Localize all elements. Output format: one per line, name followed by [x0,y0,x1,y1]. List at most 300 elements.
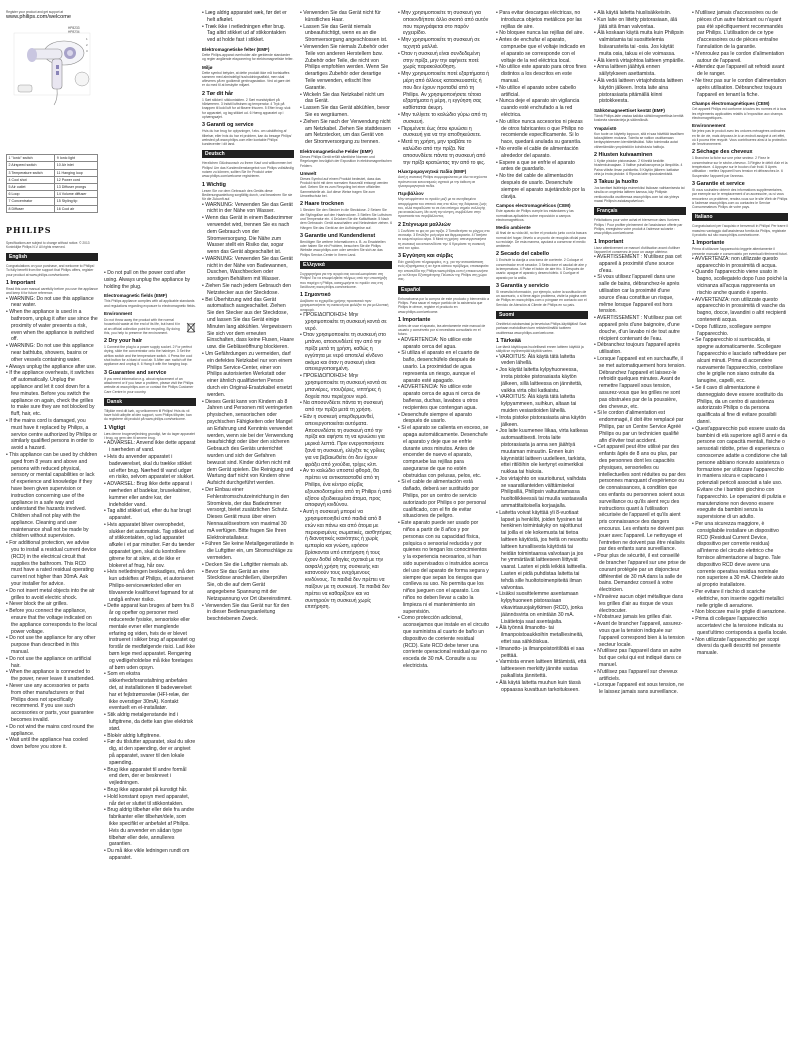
list-item-text: Führen Sie keine Metallgegenstände in die Luftgitter ein, um Stromschläge zu vermeiden. [205,541,294,561]
list-item-text: Dopo l'utilizzo, scollegare sempre l'apparecchio. [695,323,771,337]
list-item: • Dette apparat kan bruges af børn fra 8 år og opefter og personer med reducerede fysiske, sensoriske eller mentale evner eller manglende erfaring og viden, hvis de er blevet instrueret i sikker brug af apparatet og forstår de medfølgende risici. Lad ikke børn lege med apparatet. Rengøring og vedligeholdelse må ikke foretages af børn uden opsyn. [104,603,196,671]
environment-text: Do not throw away the product with the normal household waste at the end of its life, but hand it in at an official collection point for recycling. By doing this, you help to preserve the environment. [104,317,181,335]
list-item: • Αυτή η συσκευή μπορεί να χρησιμοποιηθεί από παιδιά από 8 ετών και πάνω και από άτομα με περιορισμένες σωματικές, αισθητήριες ή διανοητικές ικανότητες ή χωρίς εμπειρία και γνώση, εφόσον βρίσκονται υπό επιτήρηση ή τους έχουν δοθεί οδηγίες σχετικά με την ασφαλή χρήση της συσκευής και κατανοούν τους ενεχόμενους κινδύνους. Τα παιδιά δεν πρέπει να παίζουν με τη συσκευή. Τα παιδιά δεν πρέπει να καθαρίζουν και να συντηρούν τη συσκευή χωρίς επιτήρηση. [300,509,392,611]
list-item: • For additional protection, we advise you to install a residual current device (RCD) in the electrical circuit that supplies the bathroom. This RCD must have a rated residual operating current not higher than 30mA. Ask your installer for advice. [6,540,97,588]
list-item: • Hold konstant opsyn med apparatet, når det er sluttet til stikkontakten. [104,793,190,807]
suomi-section-important: 1 Tärkeää [496,337,521,344]
list-item-text: Never block the air grilles. [9,601,68,608]
important-note: Read this user manual carefully before you use the appliance and keep it for future reference. [6,287,98,296]
list-item: • No utilice este aparato para otros fines distintos a los descritos en este manual. [496,64,587,84]
list-item: • Jos laite kuumenee liikaa, virta katkeaa automaattisesti. Irrota laite pistorasiasta ja anna sen jäähtyä muutaman minuutin. Ennen kuin käynnistät laitteen uudelleen, tarkista, ettei ritilöihin ole kertynyt esimerkiksi nukkaa tai hiuksia. [496,428,588,476]
list-item-text: Ne tirez pas sur le cordon d'alimentation après utilisation. Débranchez toujours l'appareil en tenant la fiche. [695,77,786,98]
list-item-text: Αν το καλώδιο υποστεί φθορά, θα πρέπει να αντικατασταθεί από τη Philips, ένα κέντρο σέρβις εξουσιοδοτημένο από τη Philips ή από εξίσου εξειδικευμένα άτομα, προς αποφυγή κινδύνου. [302,468,392,509]
list-item-text: Per evitare il rischio di scariche elettriche, non inserire oggetti metallici nelle griglie di aerazione. [695,588,784,609]
parts-table-cell: 4 Cool shot [7,176,55,183]
list-item: • Älä koskaan käytä muita kuin Philipsin valmistamia tai suosittelemia lisävarusteita tai -osia. Jos käytät muita osia, takuu ei ole voimassa. [594,30,684,57]
environment-title-el: Περιβάλλον [398,191,424,197]
list-item-text: Espere a que se enfríe el aparato antes de guardarlo. [499,159,575,173]
list-item-text: Μην χρησιμοποιείτε τη συσκευή σε τεχνητά μαλλιά. [401,37,480,50]
parts-table-row [7,198,98,205]
dansk-section-important: 1 Vigtigt [104,424,126,431]
list-item: • VAROITUS: Älä käytä tätä laitetta veden lähellä. [496,353,575,367]
section-important: 1 Important [6,280,36,286]
list-item-text: Ziehen Sie nach der Verwendung nicht am Netzkabel. Ziehen Sie stattdessen am Netzstecker, um das Gerät von der Stromversorgung zu trennen. [303,118,391,146]
list-item: • Før du tilslutter apparatet, skal du sikre dig, at den spænding, der er angivet på apparatet, svarer til den lokale spænding. [104,739,196,766]
list-item-text: Nunca deje el aparato sin vigilancia cuando esté enchufado a la red eléctrica. [499,98,580,118]
deutsch-note: Lesen Sie vor dem Gebrauch des Geräts diese Bedienungsanleitung sorgfältig durch, und bewahren Sie sie für die Zukunft auf. [202,188,293,202]
list-item-text: Älä käytä laitetta hiuslisäkkeisiin. [597,10,672,16]
list-item-text: Pour plus de sécurité, il est conseillé de brancher l'appareil sur une prise de courant protégée par un disjoncteur différentiel de 30 mA dans la salle de bains. Demandez conseil à votre électricien. [597,553,686,594]
list-item: • Prima di collegare l'apparecchio accertatevi che la tensione indicata su quest'ultimo corrisponda a quella locale. [692,616,788,636]
list-item-text: Do not use the appliance on artificial hair. [9,655,92,669]
parts-table-cell: 11 Hanging loop [55,169,98,176]
svg-text:PHILIPS: PHILIPS [6,225,52,234]
parts-table-cell: 16 Cool air [55,205,98,212]
list-item: • Älä käytä laitetta muuhun kuin tässä oppaassa kuvattuun tarkoitukseen. [496,679,581,693]
dry-hair-steps-fi: 1 Kytke pistoke pistorasiaan. 2 Kiinnitä keskitin hiustenkuivaajaan. 3 Valitse puhallusnopeus ja lämpötila. 4 Paina viileän ilman painiketta. 5 Käytön jälkeen: katkaise virta ja irrota pistoke. 6 Ripusta laite ripustuslenkistä. [594,158,683,176]
list-item-text: No utilice nunca accesorios ni piezas de otros fabricantes o que Philips no recomiende específicamente. Si lo hace, quedará anulada su garantía. [499,118,584,146]
guarantee-text-es: Si necesita información, por ejemplo, sobre la sustitución de un accesorio, o si tiene algún problema, visite la página web de Philips en www.philips.com o póngase en contacto con el Servicio de Atención al Cliente de Philips en su país. [496,289,587,307]
section-guarantee-fr: 3 Garantie et service [692,180,745,187]
italiano-warnings-list [692,256,788,657]
list-item: • Der Einbau einer Fehlerstromschutzeinrichtung in den Stromkreis, der das Badezimmer versorgt, bietet zusätzlichen Schutz. Dieses Gerät muss über einen Nennauslösestrom von maximal 30 mA verfügen. Bitte fragen Sie Ihren Elektroinstallateur. [202,486,290,541]
parts-table-row [7,162,98,169]
list-item-text: Μετά τη χρήση, μην τραβάτε το καλώδιο από την πρίζα. Να αποσυνδέετε πάντα τη συσκευή από την πρίζα κρατώντας την από το φις. [401,139,486,166]
list-item: • Wait until the appliance has cooled down before you store it. [6,737,88,751]
list-item: • Laitetta voivat käyttää yli 8-vuotiaat lapset ja henkilöt, joiden fyysinen tai henkinen toimintakyky on rajoittunut tai joilla ei ole kokemusta tai tietoa laitteen käytöstä, jos heitä on neuvottu laitteen turvallisesta käytöstä tai heidän toimintaansa valvotaan ja jos he ymmärtävät laitteeseen liittyvät vaarat. Lasten ei pidä leikkiä laitteella. Lasten ei pidä puhdistaa laitetta tai tehdä sille huoltotoimenpiteitä ilman valvontaa. [496,509,588,591]
list-item: • Do not wind the mains cord round the appliance. [6,723,94,737]
list-item: • Περιμένετε έως ότου κρυώσει η συσκευή για να την αποθηκεύσετε. [398,125,482,139]
environment-title-da: Miljø [202,64,213,70]
list-item: • Always unplug the appliance after use. [6,363,97,370]
list-item-text: Antes de enchufar el aparato, compruebe que el voltaje indicado en el aparato se corresponde con el voltaje de la red eléctrica local. [498,37,586,64]
list-item: • N'insérez aucun objet métallique dans les grilles d'air au risque de vous électrocuter. [594,593,684,614]
list-item-text: N'insérez aucun objet métallique dans les grilles d'air au risque de vous électrocuter. [597,593,684,614]
list-item-text: Débranchez toujours l'appareil après utilisation. [597,342,681,356]
list-item: • ADVERTENCIA: No utilice este aparato cerca de agua ni cerca de bañeras, duchas, lavabos u otros recipientes que contengan agua. [398,384,481,411]
list-item: • Όταν χρησιμοποιείτε τη συσκευή στο μπάνιο, αποσυνδέετέ την από την πρίζα μετά τη χρήση, καθώς η εγγύτητα με νερό αποτελεί κίνδυνο ακόμα και όταν η συσκευή είναι απενεργοποιημένη. [300,332,386,373]
language-header-suomi: Suomi [496,311,588,319]
dry-hair-steps-de: 1 Stecken Sie den Stecker in die Steckdose. 2 Setzen Sie die Stylingdüse auf den Haartrockner. 3 Stellen Sie Luftstrom und Temperatur ein. 4 Drücken Sie die Kaltlufttaste. 5 Nach dem Gebrauch: Gerät ausschalten und Netzstecker ziehen. 6 Hängen Sie das Gerät an der Aufhängeöse auf. [300,208,392,230]
list-item: • Irrota pistoke pistorasiasta aina käytön jälkeen. [496,414,587,428]
list-item: • Lassen Sie das Gerät niemals unbeaufsichtigt, wenn es an die Stromversorgung angeschlossen ist. [300,23,388,44]
svg-text:3: 3 [86,49,88,54]
list-item: • Antes de enchufar el aparato, compruebe que el voltaje indicado en el aparato se corresponde con el voltaje de la red eléctrica local. [496,37,586,64]
list-item: • Lassen Sie das Gerät abkühlen, bevor Sie es wegräumen. [300,105,390,118]
section-dry-hair-de: 2 Haare trocknen [300,201,344,208]
francais-section-important: 1 Important [594,238,624,245]
list-item: • This appliance can be used by children aged from 8 years and above and persons with reduced physical, sensory or mental capabilities or lack of experience and knowledge if they have been given supervision or instruction concerning use of the appliance in a safe way and understand the hazards involved. Children shall not play with the appliance. Cleaning and user maintenance shall not be made by children without supervision. [6,451,98,540]
list-item-text: Se l'apparecchio si surriscalda, si spegne automaticamente. Scollegare l'apparecchio e lasciarlo raffreddare per alcuni minuti. Prima di accendere nuovamente l'apparecchio, controllare che le griglie non siano ostruite da lanugine, capelli, ecc. [695,337,787,385]
list-item-text: Stik aldrig metalgenstande ind i luftgitrene, da dette kan give elektrisk stød. [107,712,194,732]
list-item-text: Decken Sie die Luftgitter niemals ab. [205,561,289,568]
list-item-text: Som en ekstra sikkerhedsforanstaltning anbefales det, at installationen til badeværelset har et fejlstrømsrelæ (HFI-relæ, der ikke overstiger 30mA). Kontakt eventuelt en el-installatør. [107,671,192,712]
list-item: • ADVARSEL: Anvend ikke dette apparat i nærheden af vand. [104,440,196,454]
list-item-text: Όταν η συσκευή είναι συνδεδεμένη στην πρίζα, μην την αφήνετε ποτέ χωρίς παρακολούθηση. [401,50,480,71]
list-item: • Læg aldrig apparatet væk, før det er helt afkølet. [202,10,287,23]
list-item-text: Do not insert metal objects into the air grilles to avoid electric shock. [9,587,95,601]
parts-table [6,154,98,213]
parts-table-cell: 14 Volume diffuser [55,191,98,198]
column-spanish-suomi [496,10,588,1029]
list-item-text: Lassen Sie das Gerät abkühlen, bevor Sie es wegräumen. [303,105,390,118]
italiano-intro: Congratulazioni per l'acquisto e benvenuti in Philips! Per trarre il massimo vantaggio dall'assistenza fornita da Philips, registrate il prodotto sul sito www.philips.com/welcome. [692,224,788,237]
list-item-text: Wait until the appliance has cooled down before you store it. [9,737,88,751]
section-guarantee-el: 3 Εγγύηση και σέρβις [398,253,454,260]
environment-text-es: Al final de su vida útil, no tire el producto junto con la basura normal del hogar; llévelo a un punto de recogida oficial para su reciclaje. De esta manera, ayudará a conservar el medio ambiente. [496,231,587,249]
list-item-text: Όταν χρησιμοποιείτε τη συσκευή στο μπάνιο, αποσυνδέετέ την από την πρίζα μετά τη χρήση, καθώς η εγγύτητα με νερό αποτελεί κίνδυνο ακόμα και όταν η συσκευή είναι απενεργοποιημένη. [303,332,386,373]
list-item: • Para evitar descargas eléctricas, no introduzca objetos metálicos por las rejillas de aire. [496,10,582,30]
greek-bullets-cont [398,10,490,166]
list-item: • Do not insert metal objects into the air grilles to avoid electric shock. [6,587,95,601]
list-item: • Tag altid stikket ud, efter du har brugt apparatet. [104,508,191,522]
list-item: • Αν το καλώδιο υποστεί φθορά, θα πρέπει να αντικατασταθεί από τη Philips, ένα κέντρο σέρβις εξουσιοδοτημένο από τη Philips ή από εξίσου εξειδικευμένα άτομα, προς αποφυγή κινδύνου. [300,468,392,509]
list-item: • Cet appareil peut être utilisé par des enfants âgés de 8 ans ou plus, par des personnes dont les capacités physiques, sensorielles ou intellectuelles sont réduites ou par des personnes manquant d'expérience ou de connaissances, à condition que ces enfants ou personnes soient sous surveillance ou qu'ils aient reçu des instructions quant à l'utilisation sécurisée de l'appareil et qu'ils aient pris connaissance des dangers encourus. Les enfants ne doivent pas jouer avec l'appareil. Le nettoyage et l'entretien ne doivent pas être réalisés par des enfants sans surveillance. [594,444,686,553]
environment-title-es: Medio ambiente [496,225,531,231]
environment-text-fi: Kun tuote on käytetty loppuun, sitä ei saa hävittää tavallisen talousjätteen mukana. Toimita se valtion osoittamaan keräyspisteeseen kierrätettäväksi. Näin toimimalla autat vähentämään ympäristöön kohdistuvia haittoja. [594,131,684,149]
environment-title: Environment [104,310,133,316]
list-item: • Débranchez toujours l'appareil après utilisation. [594,342,681,356]
list-item-text: If the appliance overheats, it switches off automatically. Unplug the appliance and let it cool down for a few minutes. Before you switch the appliance on again, check the grilles to make sure they are not blocked by fluff, hair, etc. [9,370,95,418]
list-item: • Per evitare il rischio di scariche elettriche, non inserire oggetti metallici nelle griglie di aerazione. [692,588,784,609]
list-item-text: Um Gefährdungen zu vermeiden, darf ein defektes Netzkabel nur von einem Philips Service-Center, einer von Philips autorisierten Werkstatt oder einer ähnlich qualifizierten Person durch ein Original-Ersatzkabel ersetzt werden. [205,351,293,398]
deutsch-intro: Herzlichen Glückwunsch zu Ihrem Kauf und willkommen bei Philips! Um das Kundendienstangebot von Philips vollständig nutzen zu können, sollten Sie Ihr Produkt unter www.philips.com/welcome registrieren. [202,161,294,179]
list-item-text: Hvis netledningen beskadiges, må den kun udskiftes af Philips, et autoriseret Philips-serviceværksted eller en tilsvarende kvalificeret fagmand for at undgå enhver risiko. [107,569,195,603]
dry-hair-steps-es: 1 Enchufe la clavija a una toma de corriente. 2 Coloque el concentrador en el secador. 3 Seleccione el caudal de aire y la temperatura. 4 Pulse el botón de aire frío. 5 Después de usarlo: apague el aparato y desenchúfelo. 6 Cuelgue el aparato por la anilla. [496,258,587,280]
list-item: • No utilice nunca accesorios ni piezas de otros fabricantes o que Philips no recomiende específicamente. Si lo hace, quedará anulada su garantía. [496,118,584,146]
list-item-text: N'obstruez jamais les grilles d'air. [597,614,673,621]
list-item: • Quest'apparecchio può essere usato da bambini di età superiore agli 8 anni e da persone con capacità mentali, fisiche o sensoriali ridotte, prive di esperienza o conoscenze adatte a condizione che tali persone abbiano ricevuto assistenza o formazione per utilizzare l'apparecchio in maniera sicura e capiscano i potenziali pericoli associati a tale uso. Evitare che i bambini giochino con l'apparecchio. Le operazioni di pulizia e manutenzione non devono essere eseguite da bambini senza la supervisione di un adulto. [692,425,788,521]
list-item-text: Wenn das Gerät in einem Badezimmer verwendet wird, trennen Sie es nach dem Gebrauch von der Stromversorgung. Die Nähe zum Wasser stellt ein Risiko dar, sogar wenn das Gerät abgeschaltet ist. [205,215,293,256]
emf-text-es: Este aparato de Philips cumple los estándares y las normativas aplicables sobre exposición a campos electromagnéticos. [496,209,574,222]
espanol-warnings-list [398,337,490,670]
list-item: • Μην τυλίγετε το καλώδιο γύρω από τη συσκευή. [398,111,487,125]
list-item-text: WARNUNG: Verwenden Sie das Gerät nicht in der Nähe von Wasser. [205,201,293,215]
column-dansk-deutsch [202,10,294,1029]
list-item-text: Wickeln Sie das Netzkabel nicht um das Gerät. [303,91,385,105]
section-guarantee-es: 3 Garantía y servicio [496,282,549,289]
section-dry-hair: 2 Dry your hair [104,338,143,345]
list-item: • Before you connect the appliance, ensure that the voltage indicated on the appliance corresponds to the local power voltage. [6,608,97,635]
list-item-text: Älä käytä laitetta muuhun kuin tässä oppaassa kuvattuun tarkoitukseen. [499,679,581,693]
emf-text-fr: Cet appareil Philips est conforme à toutes les normes et à tous les règlements applicables relatifs à l'exposition aux champs électromagnétiques. [692,107,787,120]
list-item: • N'enroulez pas le cordon d'alimentation autour de l'appareil. [692,50,785,64]
specs-note: Specifications are subject to change without notice. © 2013 Koninklijke Philips N.V. All rights reserved. [6,240,90,249]
parts-table-row [7,155,98,162]
list-item-text: Irrota pistoke pistorasiasta aina käytön jälkeen. [499,414,587,428]
list-item-text: Να αποσυνδέετε πάντα τη συσκευή από την πρίζα μετά τη χρήση. [303,400,384,414]
philips-logo [6,226,66,234]
list-item: • No bloquee nunca las rejillas del aire. [496,30,584,37]
suomi-bullets-cont [594,10,686,105]
italiano-section-important: 1 Importante [692,240,725,247]
list-item: • AVERTISSEMENT : N'utilisez pas cet appareil près d'une baignoire, d'une douche, d'un lavabo ni de tout autre récipient contenant de l'eau. [594,315,682,342]
list-item-text: Blokér aldrig luftgitrene. [107,732,161,739]
list-item: • Μην χρησιμοποιείτε τη συσκευή για οποιονδήποτε άλλο σκοπό από αυτόν που περιγράφεται στο παρόν εγχειρίδιο. [398,10,489,37]
list-item: • Dieses Gerät kann von Kindern ab 8 Jahren und Personen mit verringerten physischen, sensorischen oder psychischen Fähigkeiten oder Mangel an Erfahrung und Kenntnis verwendet werden, wenn sie bei der Verwendung beaufsichtigt oder über den sicheren Gebrauch des Geräts unterrichtet wurden und sich der Gefahren bewusst sind. Kinder dürfen nicht mit dem Gerät spielen. Die Reinigung und Wartung darf nicht von Kindern ohne Aufsicht durchgeführt werden. [202,398,294,487]
francais-note: Lisez attentivement ce manuel d'utilisation avant d'utiliser l'appareil et conservez-le pour un usage ultérieur. [594,245,680,254]
list-item-text: Quando l'apparecchio viene usato in bagno, scollegatelo dopo l'uso poiché la vicinanza all'acqua rappresenta un rischio anche quando è spento. [695,269,788,296]
parts-table-row [7,176,98,183]
list-item: • Lisäksi suosittelemme asentamaan kylpyhuoneen pistorasiaan vikavirtasuojakytkimen (RCD), jonka jäännösvirta on enintään 30 mA. Lisätietoja saat asentajalta. [496,591,583,625]
emf-text-da: Dette Philips-apparat overholder alle gældende standarder og regler angående eksponering for elektromagnetiske felter. [202,52,294,62]
espanol-bullets-cont [496,10,588,200]
list-item-text: Bevor Sie das Gerät an eine Steckdose anschließen, überprüfen Sie, ob die auf dem Gerät angegebene Spannung mit der Netzspannung vor Ort übereinstimmt. [205,568,292,602]
list-item: • Quando l'apparecchio viene usato in bagno, scollegatelo dopo l'uso poiché la vicinanza all'acqua rappresenta un rischio anche quando è spento. [692,269,788,296]
dansk-note: Læs denne brugervejledning grundigt, før du tager apparatet i brug, og gem den til senere brug. [104,431,195,441]
list-item-text: VAROITUS: Älä käytä tätä laitetta kylpyammeen, suihkun, altaan tai muiden vesiastioiden lähellä. [499,394,577,414]
column-francais-italiano [692,10,788,1029]
list-item: • Decken Sie die Luftgitter niemals ab. [202,561,289,568]
column-english [6,10,98,1029]
list-item: • WARNUNG: Verwenden Sie das Gerät nicht in der Nähe von Wasser. [202,201,293,215]
list-item-text: Verwenden Sie niemals Zubehör oder Teile von anderen Herstellern bzw. Zubehör oder Teile, die nicht von Philips empfohlen werden. Wenn Sie derartiges Zubehör oder derartige Teile verwenden, erlischt Ihre Garantie. [303,43,389,91]
list-item: • Si utiliza el aparato en el cuarto de baño, desenchúfelo después de usarlo. La proximidad de agua representa un riesgo, aunque el aparato esté apagado. [398,350,480,384]
dansk-bullets-cont [202,10,294,44]
list-item-text: Αυτή η συσκευή μπορεί να χρησιμοποιηθεί από παιδιά από 8 ετών και πάνω και από άτομα με περιορισμένες σωματικές, αισθητήριες ή διανοητικές ικανότητες ή χωρίς εμπειρία και γνώση, εφόσον βρίσκονται υπό επιτήρηση ή τους έχουν δοθεί οδηγίες σχετικά με την ασφαλή χρήση της συσκευής και κατανοούν τους ενεχόμενους κινδύνους. Τα παιδιά δεν πρέπει να παίζουν με τη συσκευή. Τα παιδιά δεν πρέπει να καθαρίζουν και να συντηρούν τη συσκευή χωρίς επιτήρηση. [302,509,392,611]
language-header-francais: Français [594,207,686,215]
parts-table-cell: 2 Airspeed switch [7,162,55,169]
list-item: • No utilice el aparato sobre cabello artificial. [496,84,576,98]
list-item: • Si le cordon d'alimentation est endommagé, il doit être remplacé par Philips, par un Centre Service Agréé Philips ou par un technicien qualifié afin d'éviter tout accident. [594,410,684,444]
list-item-text: Cet appareil peut être utilisé par des enfants âgés de 8 ans ou plus, par des personnes dont les capacités physiques, sensorielles ou intellectuelles sont réduites ou par des personnes manquant d'expérience ou de connaissances, à condition que ces enfants ou personnes soient sous surveillance ou qu'ils aient reçu des instructions quant à l'utilisation sécurisée de l'appareil et qu'ils aient pris connaissance des dangers encourus. Les enfants ne doivent pas jouer avec l'appareil. Le nettoyage et l'entretien ne doivent pas être réalisés par des enfants sans surveillance. [597,444,686,553]
list-item: • Do not use the appliance for any other purpose than described in this manual. [6,635,96,656]
section-dry-hair-fi: 2 Hiusten kuivaaminen [594,151,653,158]
list-item: • Jos käytät laitetta kylpyhuoneessa, irrota pistoke pistorasiasta käytön jälkeen, sillä laitteessa on jännitettä, vaikka virta olisi katkaistu. [496,367,583,394]
guarantee-text-el: Εάν χρειάζεστε πληροφορίες, π.χ. για την αντικατάσταση ενός εξαρτήματος ή αν έχετε κάποιο πρόβλημα, επισκεφτείτε την ιστοσελίδα της Philips www.philips.com ή επικοινωνήστε με το Κέντρο Εξυπηρέτησης Πελατών της Philips στη χώρα σας. [398,260,489,282]
list-item-text: Never use any accessories or parts from other manufacturers or that Philips does not specifically recommend. If you use such accessories or parts, your guarantee becomes invalid. [9,683,94,723]
emf-title-fr: Champs électromagnétiques (CEM) [692,101,770,107]
list-item: • Som en ekstra sikkerhedsforanstaltning anbefales det, at installationen til badeværelset har et fejlstrømsrelæ (HFI-relæ, der ikke overstiger 30mA). Kontakt eventuelt en el-installatør. [104,671,192,712]
list-item-text: ADVERTENCIA: No utilice este aparato cerca de agua ni cerca de bañeras, duchas, lavabos u otros recipientes que contengan agua. [400,384,481,411]
italiano-note: Prima di utilizzare l'apparecchio leggete attentamente il presente manuale e conservatelo per eventuali riferimenti futuri. [692,247,788,256]
list-item: • Verwenden Sie niemals Zubehör oder Teile von anderen Herstellern bzw. Zubehör oder Teile, die nicht von Philips empfohlen werden. Wenn Sie derartiges Zubehör oder derartige Teile verwenden, erlischt Ihre Garantie. [300,43,389,91]
list-item: • Brug aldrig tilbehør eller dele fra andre fabrikanter eller tilbehør/dele, som ikke specifikt er anbefalet af Philips. Hvis du anvender en sådan type tilbehør eller dele, annulleres garantien. [104,807,195,848]
section-dry-hair-el: 2 Στέγνωμα μαλλιών [398,221,451,228]
list-item-text: Før du tilslutter apparatet, skal du sikre dig, at den spænding, der er angivet på apparatet, svarer til den lokale spænding. [107,739,196,766]
list-item: • Brug ikke apparatet på kunstigt hår. [104,786,188,793]
list-item: • Hvis apparatet bliver overophedet, slukker det automatisk. Tag stikket ud af stikkontakten, og lad apparatet afkøle i et par minutter. Før du tænder apparatet igen, skal du kontrollere gitrene for at sikre, at de ikke er blokeret af fnug, hår osv. [104,521,195,569]
list-item: • Όταν η συσκευή είναι συνδεδεμένη στην πρίζα, μην την αφήνετε ποτέ χωρίς παρακολούθηση. [398,50,480,71]
list-item: • Non bloccare mai le griglie di aerazione. [692,609,786,616]
list-item-text: AVVERTENZA: non utilizzate questo apparecchio in prossimità di vasche da bagno, docce, lavandini o altri recipienti contenenti acqua. [694,296,787,324]
list-item-text: Lassen Sie das Gerät niemals unbeaufsichtigt, wenn es an die Stromversorgung angeschlossen ist. [303,23,388,44]
parts-table-cell: 7 Concentrator [7,198,55,205]
column-english-dansk [104,270,196,1029]
list-item: • Μην χρησιμοποιείτε τη συσκευή σε τεχνητά μαλλιά. [398,37,480,50]
list-item: • No enrolle el cable de alimentación alrededor del aparato. [496,145,579,159]
list-item: • Stik aldrig metalgenstande ind i luftgitrene, da dette kan give elektrisk stød. [104,712,194,732]
emf-text-de: Dieses Philips Gerät erfüllt sämtliche Normen und Regelungen bezüglich der Exposition in elektromagnetischen Feldern. [300,154,392,168]
list-item-text: Si el aparato se calienta en exceso, se apaga automáticamente. Desenchufe el aparato y deje que se enfríe durante unos minutos. Antes de encender de nuevo el aparato, compruebe las rejillas para asegurarse de que no estén obstruidas con pelusas, pelos, etc. [401,425,489,479]
list-item-text: This appliance can be used by children aged from 8 years and above and persons with reduced physical, sensory or mental capabilities or lack of experience and knowledge if they have been given supervision or instruction concerning use of the appliance in a safe way and understand the hazards involved. Children shall not play with the appliance. Cleaning and user maintenance shall not be made by children without supervision. [9,451,98,540]
list-item-text: Brug aldrig tilbehør eller dele fra andre fabrikanter eller tilbehør/dele, som ikke specifikt er anbefalet af Philips. Hvis du anvender en sådan type tilbehør eller dele, annulleres garantien. [107,807,195,848]
list-item: • Älä käytä laitetta hiuslisäkkeisiin. [594,10,672,16]
list-item: • Avant de brancher l'appareil, assurez-vous que la tension indiquée sur l'appareil correspond bien à la tension secteur locale. [594,621,685,648]
list-item: • Wenn das Gerät in einem Badezimmer verwendet wird, trennen Sie es nach dem Gebrauch von der Stromversorgung. Die Nähe zum Wasser stellt ein Risiko dar, sogar wenn das Gerät abgeschaltet ist. [202,215,293,256]
list-item-text: Laitetta voivat käyttää yli 8-vuotiaat lapset ja henkilöt, joiden fyysinen tai henkinen toimintakyky on rajoittunut tai joilla ei ole kokemusta tai tietoa laitteen käytöstä, jos heitä on neuvottu laitteen turvallisesta käytöstä tai heidän toimintaansa valvotaan ja jos he ymmärtävät laitteeseen liittyvät vaarat. Lasten ei pidä leikkiä laitteella. Lasten ei pidä puhdistaa laitetta tai tehdä sille huoltotoimenpiteitä ilman valvontaa. [499,509,588,591]
svg-text:1: 1 [86,37,88,42]
francais-intro: Félicitations pour votre achat et bienvenue dans l'univers Philips ! Pour profiter pleinement de l'assistance offerte par Philips, enregistrez votre produit à l'adresse suivante : www.philips.com/welcome. [594,218,683,236]
list-item: • Führen Sie keine Metallgegenstände in die Luftgitter ein, um Stromschläge zu vermeiden. [202,541,294,561]
list-item-text: Træk ikke i netledningen efter brug. Tag altid stikket ud af stikkontakten ved at holde fast i stikket. [205,23,286,44]
list-item: • Se l'apparecchio si surriscalda, si spegne automaticamente. Scollegare l'apparecchio e lasciarlo raffreddare per alcuni minuti. Prima di accendere nuovamente l'apparecchio, controllare che le griglie non siano ostruite da lanugine, capelli, ecc. [692,337,787,385]
list-item: • Εάν η συσκευή υπερθερμανθεί, απενεργοποιείται αυτόματα. Αποσυνδέστε τη συσκευή από την πρίζα και αφήστε τη να κρυώσει για μερικά λεπτά. Πριν ενεργοποιήσετε ξανά τη συσκευή, ελέγξτε τις γρίλιες για να βεβαιωθείτε ότι δεν έχουν φράξει από χνούδια, τρίχες κλπ. [300,414,386,468]
list-item: • Dopo l'utilizzo, scollegare sempre l'apparecchio. [692,323,771,337]
list-item-text: Hvis du anvender apparatet i badeværelset, skal du trække stikket ud efter brug. Nærhed til vand udgør en risiko, selvom apparatet er slukket. [107,453,195,481]
list-item-text: ADVARSEL: Brug ikke dette apparat i nærheden af badekar, brusekabiner, kummer eller andre kar, der indeholder vand. [106,481,192,508]
list-item: • AVERTISSEMENT : N'utilisez pas cet appareil à proximité d'une source d'eau. [594,254,682,274]
model-number-2: HP8234 [68,30,80,34]
list-item-text: When the appliance is used in a bathroom, unplug it after use since the proximity of water presents a risk, even when the appliance is switched off. [9,309,98,343]
language-header-english: English [6,253,98,261]
section-dry-hair-fr: 2 Séchage des cheveux [692,149,753,156]
list-item: • Desenchufe siempre el aparato después de usarlo. [398,411,472,425]
list-item: • Ne tirez pas sur le cordon d'alimentation après utilisation. Débranchez toujours l'appareil en tenant la fiche. [692,77,786,98]
espanol-section-important: 1 Importante [398,316,431,323]
francais-warnings-list [594,254,686,696]
dry-hair-steps: 1 Connect the plug to a power supply socket. 2 For perfect drying, slide the concentrator onto the hairdryer. 3 Set the airflow switch and the temperature switch. 4 Press the cool shot button for a blast of cool air. 5 After use: switch off the appliance and unplug it. 6 Hang it with the hanging loop. [104,345,193,367]
environment-text-el: Μην απορρίπτετε το προϊόν μαζί με τα συνηθισμένα απορρίμματα του σπιτιού σας στο τέλος της διάρκειας ζωής του, αλλά παραδώστε το σε ένα επίσημο σημείο συλλογής για ανακύκλωση. Με αυτή την κίνηση, συμβάλλετε στην προστασία του περιβάλλοντος. [398,197,487,219]
list-item: • Να αποσυνδέετε πάντα τη συσκευή από την πρίζα μετά τη χρήση. [300,400,384,414]
list-item-text: ADVERTENCIA: No utilice este aparato cerca del agua. [400,336,472,350]
list-item: • WARNING: Do not use this appliance near water. [6,295,94,309]
list-item: • Um Gefährdungen zu vermeiden, darf ein defektes Netzkabel nur von einem Philips Service-Center, einer von Philips autorisierten Werkstatt oder einer ähnlich qualifizierten Person durch ein Original-Ersatzkabel ersetzt werden. [202,351,293,398]
column-suomi-francais [594,10,686,1029]
list-item: • Anna laitteen jäähtyä ennen säilytykseen asettamista. [594,64,661,78]
list-item-text: Varmista ennen laitteen liittämistä, että laitteeseen merkitty jännite vastaa paikallista jännitettä. [499,659,587,679]
francais-bullets-cont [692,10,788,98]
list-item: • Hvis du anvender apparatet i badeværelset, skal du trække stikket ud efter brug. Nærhed til vand udgør en risiko, selvom apparatet er slukket. [104,453,195,481]
section-dry-hair-da: 2 Tør dit hår [202,90,234,97]
list-item-text: Si el cable de alimentación está dañado, deberá ser sustituido por Philips, por un centro de servicio autorizado por Philips o por personal cualificado, con el fin de evitar situaciones de peligro. [401,479,486,520]
parts-table-cell: 5 Air outlet [7,183,55,190]
list-item: • VAROITUS: Älä käytä tätä laitetta kylpyammeen, suihkun, altaan tai muiden vesiastioiden lähellä. [496,394,577,414]
greek-warnings-list [300,312,392,611]
list-item: • Ilmanotto- ja ilmanpoistoritilöitä ei saa peittää. [496,645,585,659]
list-item: • Bevor Sie das Gerät an eine Steckdose anschließen, überprüfen Sie, ob die auf dem Gerät angegebene Spannung mit der Netzspannung vor Ort übereinstimmt. [202,568,292,602]
list-item: • Lorsque l'appareil est en surchauffe, il se met automatiquement hors tension. Débranchez l'appareil et laissez-le refroidir quelques minutes. Avant de remettre l'appareil sous tension, assurez-vous que les grilles ne sont pas obstruées par de la poussière, des cheveux, etc. [594,356,686,410]
section-guarantee-de: 3 Garantie und Kundendienst [300,232,376,239]
parts-table-cell: 1 "Ionic" switch [7,155,55,162]
list-item-text: WARNUNG: Verwenden Sie das Gerät nicht in der Nähe von Badewannen, Duschen, Waschbecken oder sonstigen Behältern mit Wasser. [205,255,293,283]
list-item: • Varmista ennen laitteen liittämistä, että laitteeseen merkitty jännite vastaa paikallista jännitettä. [496,659,587,679]
list-item: • If the mains cord is damaged, you must have it replaced by Philips, a service centre authorized by Philips or similarly qualified persons in order to avoid a hazard. [6,417,98,452]
parts-table-cell: 15 Styling tip [55,198,98,205]
parts-table-cell: 13 Diffuser prongs [55,183,98,190]
list-item-text: N'utilisez jamais d'accessoires ou de pièces d'un autre fabricant ou n'ayant pas été spécifiquement recommandés par Philips. L'utilisation de ce type d'accessoires ou de pièces entraîne l'annulation de la garantie. [695,10,784,50]
list-item-text: ΠΡΟΕΙΔΟΠΟΙΗΣΗ: Μην χρησιμοποιείτε τη συσκευή κοντά σε νερό. [303,312,387,332]
recycle-bin-icon [186,321,196,333]
emf-text-el: Αυτή η συσκευή Philips συμμορφώνεται με όλα τα ισχύοντα πρότυπα και κανονισμούς σχετικά με την έκθεση σε ηλεκτρομαγνητικά πεδία. [398,175,487,188]
list-item-text: AVVERTENZA: non utilizzate questo apparecchio in prossimità di acqua. [694,255,778,269]
list-item: • Se il cavo di alimentazione è danneggiato deve essere sostituito da Philips, da un centro di assistenza autorizzato Philips o da persona qualificata al fine di evitare possibili danni. [692,385,783,426]
list-item: • Per una sicurezza maggiore, è consigliabile installare un dispositivo RCD (Residual Current Device, dispositivo per corrente residua) all'interno del circuito elettrico che fornisce alimentazione al bagno. Tale dispositivo RCD deve avere una corrente operativa residua nominale non superiore a 30 mA. Chiedete aiuto al proprio installatore. [692,520,785,589]
parts-table-row [7,183,98,190]
list-item-text: Der Einbau einer Fehlerstromschutzeinrichtung in den Stromkreis, der das Badezimmer versorgt, bietet zusätzlichen Schutz. Dieses Gerät muss über einen Nennauslösestrom von maximal 30 mA verfügen. Bitte fragen Sie Ihren Elektroinstallateur. [205,486,290,541]
list-item: • Hvis netledningen beskadiges, må den kun udskiftes af Philips, et autoriseret Philips-serviceværksted eller en tilsvarende kvalificeret fagmand for at undgå enhver risiko. [104,569,195,603]
list-item-text: N'enroulez pas le cordon d'alimentation autour de l'appareil. [695,50,785,64]
emf-title-es: Campos electromagnéticos (CEM) [496,203,571,209]
list-item-text: Como protección adicional, aconsejamos que instale en el circuito que suministra al cuarto de baño un dispositivo de corriente residual (RCD). Este RCD debe tener una corriente operacional residual que no exceda de 30 mA. Consulte a su electricista. [401,615,490,669]
environment-title-fi: Ympäristö [594,125,617,131]
list-item-text: Älä koskaan käytä muita kuin Philipsin valmistamia tai suosittelemia lisävarusteita tai -osia. Jos käytät muita osia, takuu ei ole voimassa. [597,30,684,57]
list-item: • Ziehen Sie nach jedem Gebrauch den Netzstecker aus der Steckdose. [202,283,292,296]
section-guarantee-fi: 3 Takuu ja huolto [594,179,638,186]
list-item: • Ziehen Sie nach der Verwendung nicht am Netzkabel. Ziehen Sie stattdessen am Netzstecker, um das Gerät von der Stromversorgung zu trennen. [300,118,391,146]
list-item: • Este aparato puede ser usado por niños a partir de 8 años y por personas con su capacidad física, psíquica o sensorial reducida y por quienes no tengan los conocimientos y la experiencia necesarios, si han sido supervisados o instruidos acerca del uso del aparato de forma segura y siempre que sepan los riesgos que conlleva su uso. No permita que los niños jueguen con el aparato. Los niños no deben llevar a cabo la limpieza ni el mantenimiento sin supervisión. [398,520,489,615]
list-item: • Træk ikke i netledningen efter brug. Tag altid stikket ud af stikkontakten ved at holde fast i stikket. [202,23,286,44]
register-line: Register your product and get support at [6,10,64,14]
list-item-text: Hold konstant opsyn med apparatet, når det er sluttet til stikkontakten. [107,793,190,807]
list-item-text: Verwenden Sie das Gerät nur für den in dieser Bedienungsanleitung beschriebenen Zweck. [205,602,290,623]
list-item-text: Älä vedä laitteen virtajohdosta laitteen käytön jälkeen. Irrota laite aina pistorasiasta pitämällä kiinni pistokkeesta. [597,77,684,105]
list-item-text: Attendez que l'appareil ait refroidi avant de le ranger. [694,64,785,78]
list-item: • Brug ikke apparatet til andre formål end dem, der er beskrevet i vejledningen. [104,766,187,787]
list-item-text: Non bloccare mai le griglie di aerazione. [695,609,786,616]
list-item-text: For additional protection, we advise you to install a residual current device (RCD) in the electrical circuit that supplies the bathroom. This RCD must have a rated residual operating current not higher than 30mA. Ask your installer for advice. [9,540,97,588]
list-item: • Du må ikke vikle ledningen rundt om apparatet. [104,848,190,861]
list-item-text: Jos virtajohto on vaurioitunut, vaihdata se vaaratilanteiden välttämiseksi Philipsillä, Philipsin valtuuttamassa huoltoliikkeessä tai muulla vastaavalla ammattitaitoisella korjaajalla. [499,475,588,510]
list-item: • Wickeln Sie das Netzkabel nicht um das Gerät. [300,91,385,105]
section-guarantee: 3 Guarantee and service [104,369,167,376]
list-item: • Si el cable de alimentación está dañado, deberá ser sustituido por Philips, por un centro de servicio autorizado por Philips o por personal cualificado, con el fin de evitar situaciones de peligro. [398,479,486,520]
list-item: • Never use any accessories or parts from other manufacturers or that Philips does not specifically recommend. If you use such accessories or parts, your guarantee becomes invalid. [6,683,94,723]
parts-table-cell: 6 Loop [7,191,55,198]
dansk-intro: Tillykke med dit køb, og velkommen til Philips! Hvis du vil have fuldt udbytte af den support, som Philips tilbyder, kan du registrere dit produkt på www.philips.com/welcome. [104,408,192,422]
list-item: • AVVERTENZA: non utilizzate questo apparecchio in prossimità di vasche da bagno, docce, lavandini o altri recipienti contenenti acqua. [692,296,787,324]
guarantee-text-de: Benötigen Sie weitere Informationen z. B. zu Ersatzteilen oder haben Sie ein Problem, besuchen Sie die Philips Website www.philips.com oder wenden Sie sich an das Philips Service-Center in Ihrem Land. [300,239,386,257]
list-item-text: Dette apparat kan bruges af børn fra 8 år og opefter og personer med reducerede fysiske, sensoriske eller mentale evner eller manglende erfaring og viden, hvis de er blevet instrueret i sikker brug af apparatet og forstår de medfølgende risici. Lad ikke børn lege med apparatet. Rengøring og vedligeholdelse må ikke foretages af børn uden opsyn. [107,603,196,671]
list-item: • Bei Überhitzung wird das Gerät automatisch ausgeschaltet. Ziehen Sie den Stecker aus der Steckdose, und lassen Sie das Gerät einige Minuten lang abkühlen. Vergewissern Sie sich vor dem erneuten Einschalten, dass keine Flusen, Haare usw. die Gebläseöffnung blockieren. [202,296,294,351]
list-item-text: Before you connect the appliance, ensure that the voltage indicated on the appliance corresponds to the local power voltage. [9,608,97,635]
list-item: • Never block the air grilles. [6,601,68,608]
list-item: • Μην χρησιμοποιείτε ποτέ εξαρτήματα ή μέρη από άλλους κατασκευαστές ή που δεν έχουν προταθεί από τη Philips. Αν χρησιμοποιήσετε τέτοια εξαρτήματα ή μέρη, η εγγύηση σας καθίσταται άκυρη. [398,71,490,112]
list-item-text: AVERTISSEMENT : N'utilisez pas cet appareil à proximité d'une source d'eau. [596,254,682,274]
list-item: • N'obstruez jamais les grilles d'air. [594,614,673,621]
list-item-text: Lorsque l'appareil est sous tension, ne le laissez jamais sans surveillance. [597,682,684,696]
list-item-text: Si vous utilisez l'appareil dans une salle de bains, débranchez-le après utilisation car la proximité d'une source d'eau constitue un risque, même lorsque l'appareil est hors tension. [597,274,680,315]
list-item-text: No tire del cable de alimentación después de usarlo. Desenchufe siempre el aparato sujetándolo por la clavija. [499,173,585,200]
emf-title-el: Ηλεκτρομαγνητικά πεδία (EMF) [398,169,467,175]
list-item: • Nunca deje el aparato sin vigilancia cuando esté enchufado a la red eléctrica. [496,98,580,118]
list-item: • N'utilisez pas l'appareil sur cheveux artificiels. [594,668,678,682]
greek-note: Διαβάστε το εγχειρίδιο χρήσης προσεκτικά πριν χρησιμοποιήσετε τη συσκευή και φυλάξτε το για μελλοντική αναφορά. [300,299,389,312]
list-item: • Do not use the appliance on artificial hair. [6,655,92,669]
intro-text: Congratulations on your purchase, and welcome to Philips! To fully benefit from the support that Philips offers, register your product at www.philips.com/welcome. [6,264,95,277]
list-item-text: Älä kierrä virtajohtoa laitteen ympärille. [597,57,685,64]
warnings-list [6,296,98,751]
list-item: • If the appliance overheats, it switches off automatically. Unplug the appliance and let it cool down for a few minutes. Before you switch the appliance on again, check the grilles to make sure they are not blocked by fluff, hair, etc. [6,370,95,418]
emf-title-de: Elektromagnetische Felder (EMF) [300,148,373,154]
list-item-text: N'utilisez pas l'appareil sur cheveux artificiels. [597,668,678,682]
list-item: • N'utilisez jamais d'accessoires ou de pièces d'un autre fabricant ou n'ayant pas été spécifiquement recommandés par Philips. L'utilisation de ce type d'accessoires ou de pièces entraîne l'annulation de la garantie. [692,10,784,50]
list-item: • Como protección adicional, aconsejamos que instale en el circuito que suministra al cuarto de baño un dispositivo de corriente residual (RCD). Este RCD debe tener una corriente operacional residual que no exceda de 30 mA. Consulte a su electricista. [398,615,490,669]
emf-title: Electromagnetic fields (EMF) [104,293,168,299]
list-item: • Si el aparato se calienta en exceso, se apaga automáticamente. Desenchufe el aparato y deje que se enfríe durante unos minutos. Antes de encender de nuevo el aparato, compruebe las rejillas para asegurarse de que no estén obstruidas con pelusas, pelos, etc. [398,425,489,479]
list-item-text: WARNING: Do not use this appliance near water. [9,295,94,309]
column-greek-spanish [398,10,490,1029]
list-item: • Älä vedä laitteen virtajohdosta laitteen käytön jälkeen. Irrota laite aina pistorasiasta pitämällä kiinni pistokkeesta. [594,77,684,105]
list-item-text: No utilice el aparato sobre cabello artificial. [499,84,576,98]
guarantee-text: If you need information e.g. about replacement of an attachment or if you have a problem, please visit the Philips website at www.philips.com or contact the Philips Customer Care Centre in your country. [104,376,194,394]
guarantee-text-fi: Jos tarvitset lisätietoja esimerkiksi lisäosan vaihtamisesta tai sinulla on ongelmia laitteen kanssa, käy Philipsin verkkosivuilla osoitteessa www.philips.com tai ota yhteys maasi Philipsin asiakaspalveluun. [594,186,685,204]
hairdryer-drawing [6,29,98,154]
list-item: • Μετά τη χρήση, μην τραβάτε το καλώδιο από την πρίζα. Να αποσυνδέετε πάντα τη συσκευή από την πρίζα κρατώντας την από το φις. [398,139,486,166]
list-item-text: AVERTISSEMENT : N'utilisez pas cet appareil près d'une baignoire, d'une douche, d'un lavabo ni de tout autre récipient contenant de l'eau. [596,315,682,342]
deutsch-section-important: 1 Wichtig [202,181,226,188]
parts-table-cell: 10 Air inlet [55,162,98,169]
